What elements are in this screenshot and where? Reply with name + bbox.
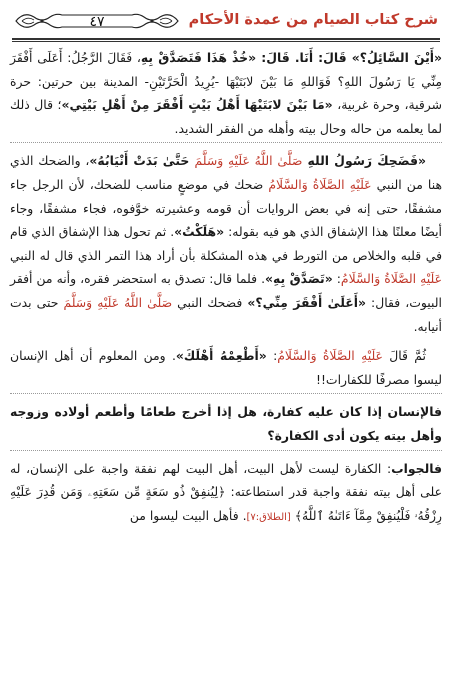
paragraph-text: ، فَقَالَ الرَّجُلُ: أَعَلَى أَفْقَرَ مِنِّي يَا رَسُولَ اللهِ؟ فَوَاللهِ مَا بَيْنَ لابَتَيْهَا -يُرِيدُ الْحَرَّتَيْنِ- المدينة بين حرتين: حرة شرقية، وحرة غربية، — [10, 50, 442, 113]
paragraph-text: ضحك في موضعٍ مناسب للضحك، لأن الرجل جاء مشفقًا، حتى إنه في بعض الروايات أن قومه وعشيرته خوَّفوه، فجاء مشفقًا، وجاء أيضًا معلنًا هذا الإشفاق الذي هو فيه بقوله: — [10, 176, 442, 240]
running-header-title: شرح كتاب الصيام من عمدة الأحكام — [188, 12, 438, 28]
hadith-quote: «أَعَلَىٰ أَفْقَرَ مِنِّي؟» — [247, 294, 366, 310]
hadith-quote: «هَلَكْتُ» — [174, 224, 225, 240]
quran-verse: ﴿لِيُنفِقْ ذُو سَعَةٍ مِّن سَعَتِهِۦ وَمَن قُدِرَ عَلَيْهِ رِزْقُهُۥ فَلْيُنفِقْ مِمَّآ ءَاتَىٰهُ ٱللَّهُ﴾ — [10, 484, 442, 523]
dotted-separator — [10, 450, 442, 451]
hadith-quote: «فَضَحِكَ رَسُولُ اللهِ — [302, 153, 426, 169]
page-number: ٤٧ — [89, 14, 105, 30]
page-body — [10, 46, 442, 529]
paragraph-text: . ثم تحول هذا الإشفاق الذي قام في قلبه والخلاص من التورط في هذه المشكلة بأن أراد هذا التمر الذي قال له النبي — [10, 224, 442, 263]
salawat-glyph: صَلَّىٰ اللَّهُ عَلَيْهِ وَسَلَّمَ — [194, 153, 303, 169]
hadith-quote: حَتَّىٰ بَدَتْ أَنْيَابُهُ» — [89, 153, 195, 169]
dotted-separator — [10, 142, 442, 143]
paragraph-3 — [10, 344, 442, 391]
page-number-ornament — [12, 7, 182, 35]
paragraph-text: . فلما قال: تصدق به استحضر فقره، وأنه من أفقر البيوت، فقال: — [10, 271, 442, 310]
paragraph-text: ؛ قال ذلك لما يعلمه من حاله وحال بيته وأهله من الفقر الشديد. — [10, 97, 442, 136]
paragraph-1 — [10, 46, 442, 140]
dotted-separator — [10, 393, 442, 394]
answer-label: فالجواب — [391, 460, 442, 476]
hadith-quote: «خُذْ هَذَا فَتَصَدَّقْ بِهِ — [140, 50, 257, 65]
hadith-quote: «أَطْعِمْهُ أَهْلَكَ» — [175, 348, 267, 364]
paragraph-text: : — [266, 348, 278, 364]
hadith-quote: «تَصَدَّقْ بِهِ» — [265, 271, 333, 287]
salawat-glyph: عَلَيْهِ الصَّلَاةُ وَالسَّلَامُ — [277, 348, 383, 364]
question-paragraph: فالإنسان إذا كان عليه كفارة، هل إذا أخرج طعامًا وأطعم أولاده وزوجه وأهل بيته يكون أدى الكفارة؟ — [10, 404, 442, 443]
paragraph-2 — [10, 149, 442, 338]
paragraph-text: ، والضحك الذي هنا من النبي — [10, 153, 442, 192]
hadith-text: ثُمَّ قَالَ — [382, 348, 426, 364]
paragraph-text: فضحك النبي — [172, 294, 248, 310]
hadith-text: «أَيْنَ السَّائِلُ؟» قَالَ: أَنَا. قَالَ: — [256, 50, 442, 65]
paragraph-text: . فأهل البيت ليسوا من — [129, 507, 247, 523]
paragraph-text: : — [332, 271, 341, 287]
header-rule — [12, 38, 440, 42]
answer-paragraph — [10, 457, 442, 530]
paragraph-text: : الكفارة ليست لأهل البيت، أهل البيت لهم نفقة واجبة على الإنسان، له على أهل بيته نفقة واجبة قدر استطاعته: — [10, 460, 442, 500]
page-header — [10, 4, 442, 38]
salawat-glyph: عَلَيْهِ الصَّلَاةُ وَالسَّلَامُ — [340, 271, 442, 287]
verse-reference: [الطلاق:٧] — [246, 511, 291, 523]
hadith-quote: «مَا بَيْنَ لابَتَيْهَا أَهْلُ بَيْتٍ أَفْقَرَ مِنْ أَهْلِ بَيْتِي» — [61, 97, 333, 113]
salawat-glyph: عَلَيْهِ الصَّلَاةُ وَالسَّلَامُ — [268, 176, 372, 192]
salawat-glyph: صَلَّىٰ اللَّهُ عَلَيْهِ وَسَلَّمَ — [63, 294, 173, 310]
paragraph-text: . ومن المعلوم أن أهل الإنسان ليسوا مصرفًا للكفارات!! — [10, 348, 442, 387]
paragraph-text: حتى بدت أنيابه. — [10, 294, 442, 334]
